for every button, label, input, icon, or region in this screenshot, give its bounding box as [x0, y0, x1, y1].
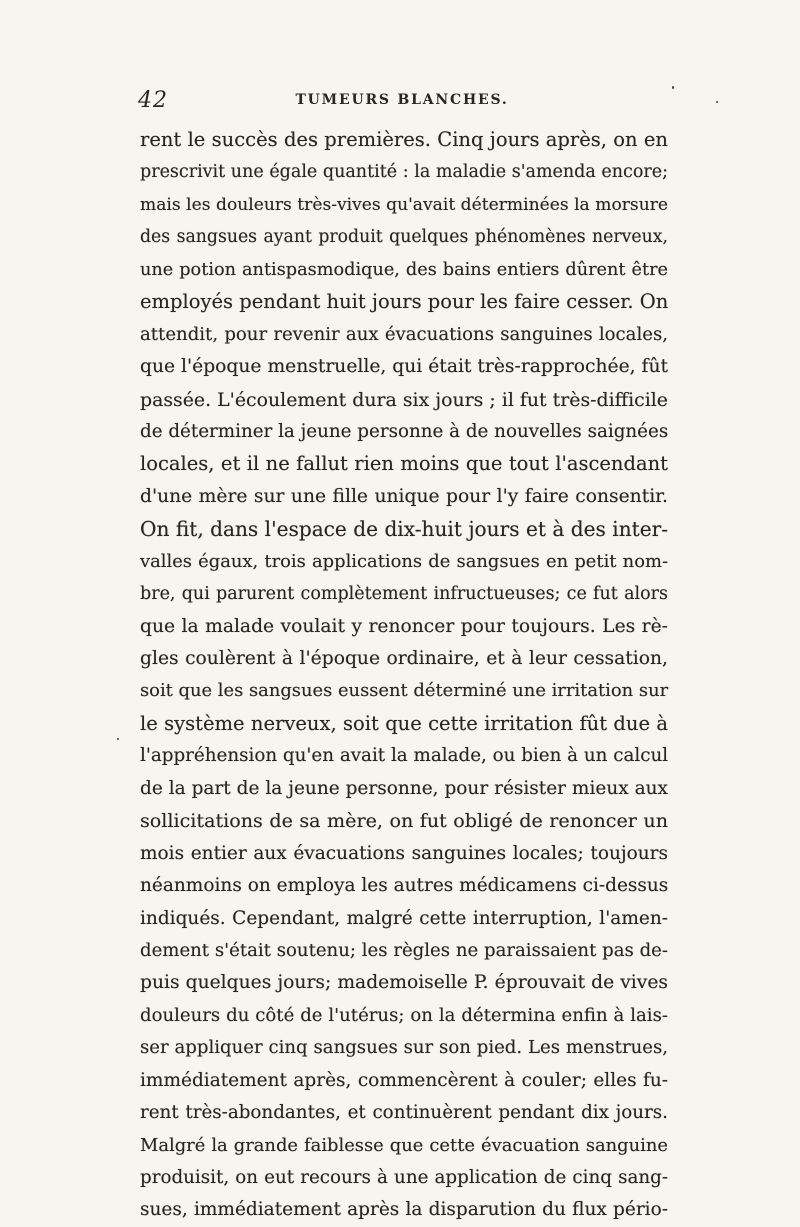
- text-line: l'appréhension qu'en avait la malade, ou bien à un calcul: [140, 745, 669, 767]
- text-line: mais les douleurs très-vives qu'avait déterminées la morsure: [140, 194, 668, 215]
- running-title: TUMEURS BLANCHES.: [295, 92, 509, 108]
- text-line: attendit, pour revenir aux évacuations sanguines locales,: [140, 323, 668, 345]
- text-line: soit que les sangsues eussent déterminé une irritation sur: [140, 680, 669, 702]
- text-line: employés pendant huit jours pour les faire cesser. On: [140, 290, 669, 314]
- page-number: 42: [138, 88, 168, 113]
- text-line: rent le succès des premières. Cinq jours après, on en: [140, 128, 668, 151]
- text-line: néanmoins on employa les autres médicamens ci-dessus: [140, 875, 669, 897]
- text-line: bre, qui parurent complètement infructueuses; ce fut alors: [140, 584, 668, 605]
- text-line: immédiatement après, commencèrent à couler; elles fu-: [140, 1069, 668, 1091]
- text-line: ser appliquer cinq sangsues sur son pied. Les menstrues,: [140, 1037, 668, 1059]
- text-line: que la malade voulait y renoncer pour toujours. Les rè-: [140, 615, 668, 637]
- text-line: que l'époque menstruelle, qui était très-rapprochée, fût: [140, 356, 668, 378]
- ink-speck: [117, 738, 119, 740]
- text-line: des sangsues ayant produit quelques phénomènes nerveux,: [140, 227, 668, 248]
- text-line: On fit, dans l'espace de dix-huit jours et à des inter-: [140, 517, 668, 542]
- text-line: sollicitations de sa mère, on fut obligé de renoncer un: [140, 809, 668, 833]
- body-text: [140, 124, 668, 1227]
- text-line: d'une mère sur une fille unique pour l'y faire consentir.: [140, 485, 668, 507]
- text-line: le système nerveux, soit que cette irritation fût due à: [140, 711, 668, 735]
- text-line: sues, immédiatement après la disparution du flux pério-: [140, 1199, 668, 1221]
- text-line: dement s'était soutenu; les règles ne paraissaient pas de-: [140, 939, 668, 961]
- ink-speck: [716, 101, 718, 103]
- text-line: puis quelques jours; mademoiselle P. éprouvait de vives: [140, 972, 668, 994]
- text-line: mois entier aux évacuations sanguines locales; toujours: [140, 842, 668, 864]
- text-line: gles coulèrent à l'époque ordinaire, et à leur cessation,: [140, 648, 668, 669]
- text-line: locales, et il ne fallut rien moins que tout l'ascendant: [140, 452, 668, 476]
- text-line: de déterminer la jeune personne à de nouvelles saignées: [140, 420, 669, 442]
- page-header: [138, 88, 666, 118]
- text-line: rent très-abondantes, et continuèrent pendant dix jours.: [140, 1102, 668, 1124]
- text-line: une potion antispasmodique, des bains entiers dûrent être: [140, 259, 668, 280]
- text-line: prescrivit une égale quantité : la maladie s'amenda encore;: [140, 162, 668, 183]
- text-line: passée. L'écoulement dura six jours ; il fut très-difficile: [140, 388, 668, 411]
- ink-speck: [672, 86, 674, 89]
- text-line: douleurs du côté de l'utérus; on la détermina enfin à lais-: [140, 1004, 668, 1026]
- text-line: produisit, on eut recours à une application de cinq sang-: [140, 1167, 668, 1188]
- text-line: de la part de la jeune personne, pour résister mieux aux: [140, 777, 668, 799]
- text-line: Malgré la grande faiblesse que cette évacuation sanguine: [140, 1134, 668, 1156]
- text-line: valles égaux, trois applications de sangsues en petit nom-: [140, 550, 668, 572]
- text-line: indiqués. Cependant, malgré cette interruption, l'amen-: [140, 907, 668, 929]
